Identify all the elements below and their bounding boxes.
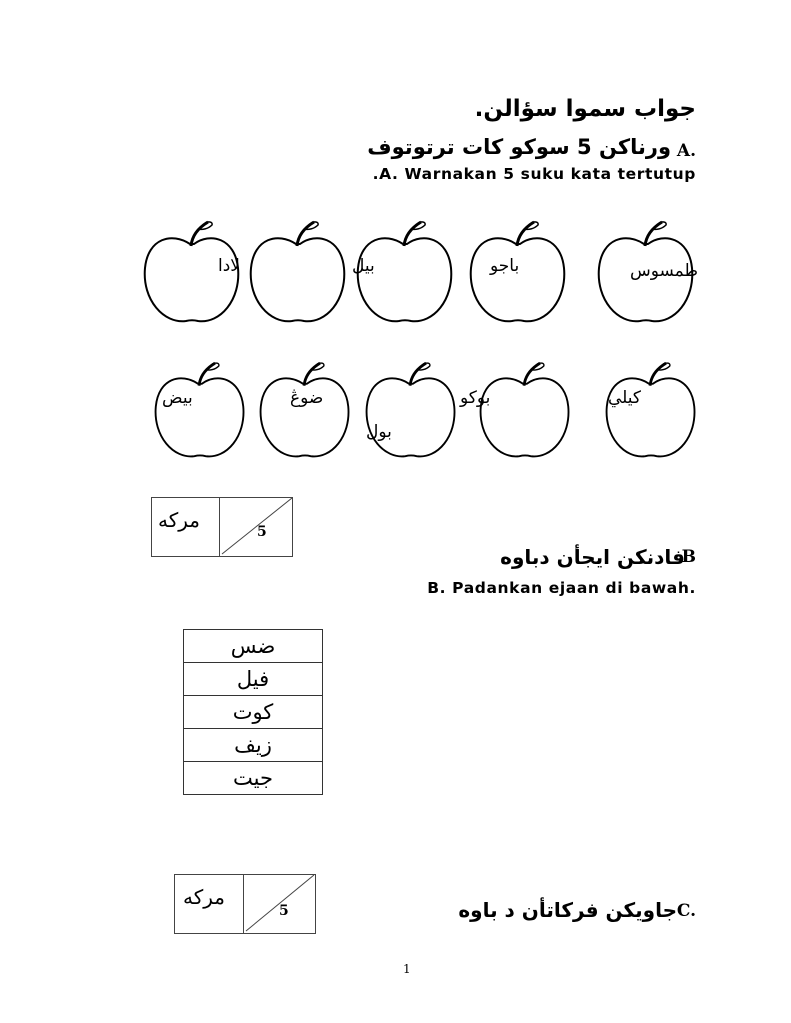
- table-cell[interactable]: زيف: [184, 729, 323, 762]
- page-title: جواب سموا سؤالن.: [474, 96, 696, 122]
- apple-word: باجو: [490, 256, 520, 276]
- mark-label: مركه: [183, 885, 225, 909]
- apple-word: ضوڠ: [290, 388, 324, 408]
- apple-word: بيض: [162, 388, 193, 408]
- section-a-letter: A.: [676, 141, 696, 161]
- diagonal-divider: [220, 498, 292, 556]
- apple-row2-2[interactable]: [258, 360, 352, 464]
- spelling-table: [183, 629, 323, 795]
- table-cell[interactable]: فيل: [184, 663, 323, 696]
- apple-row2-1[interactable]: [153, 360, 247, 464]
- table-row: [184, 762, 323, 795]
- section-a-instruction-jawi: ورناكن 5 سوكو كات ترتوتوف: [367, 135, 671, 159]
- apple-word: بول: [366, 422, 392, 442]
- table-row: [184, 696, 323, 729]
- apple-word: لادا: [218, 256, 240, 276]
- section-a-instruction-rumi: .A. Warnakan 5 suku kata tertutup: [372, 165, 696, 183]
- apple-row1-2[interactable]: [248, 220, 348, 328]
- apple-icon: [604, 360, 698, 464]
- apple-word: بوكو: [460, 388, 491, 408]
- section-c-letter: C.: [676, 901, 696, 921]
- apple-word: كيلي: [608, 388, 642, 408]
- apple-word: طمسوس: [629, 261, 698, 281]
- table-cell[interactable]: جيت: [184, 762, 323, 795]
- section-b-heading-jawi: فادنكن ايجأن دباوه: [500, 545, 685, 569]
- mark-box-a: [151, 497, 293, 557]
- section-a-heading: [677, 137, 696, 161]
- section-c-heading-jawi: جاويكن فركاتأن د باوه: [458, 898, 677, 922]
- table-row: [184, 729, 323, 762]
- table-cell[interactable]: كوت: [184, 696, 323, 729]
- mark-total: 5: [279, 903, 289, 919]
- apple-icon: [248, 220, 348, 328]
- apple-row2-5[interactable]: [604, 360, 698, 464]
- apple-icon: [153, 360, 247, 464]
- mark-label: مركه: [158, 508, 200, 532]
- mark-total: 5: [257, 524, 267, 540]
- section-b-instruction-rumi: B. Padankan ejaan di bawah.: [427, 579, 696, 597]
- page-number: 1: [403, 962, 411, 976]
- table-row: [184, 630, 323, 663]
- apple-row2-3[interactable]: [364, 360, 458, 464]
- apple-icon: [364, 360, 458, 464]
- apple-icon: [258, 360, 352, 464]
- apple-icon: [478, 360, 572, 464]
- table-row: [184, 663, 323, 696]
- apple-word: بيل: [352, 256, 375, 276]
- section-b-letter: B: [681, 547, 696, 567]
- mark-box-c: [174, 874, 316, 934]
- apple-row2-4[interactable]: [478, 360, 572, 464]
- table-cell[interactable]: ضس: [184, 630, 323, 663]
